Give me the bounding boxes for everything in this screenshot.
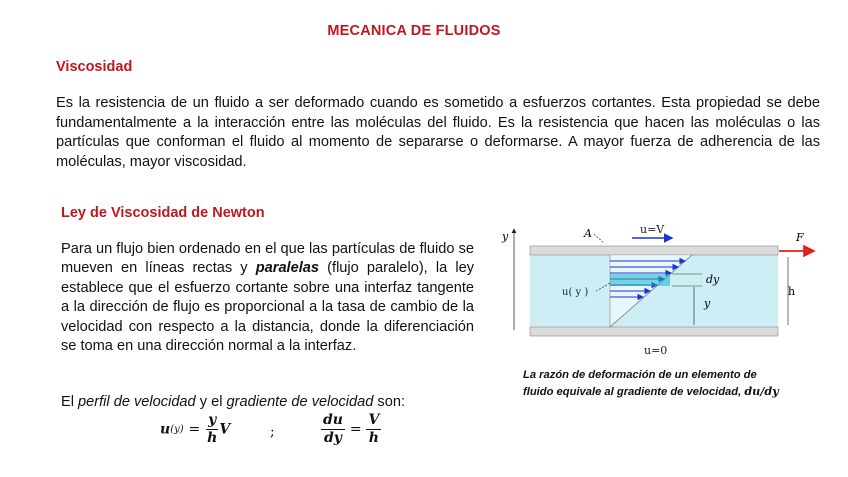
area-label: A xyxy=(584,227,592,240)
figure-caption: La razón de deformación de un elemento de fluido equivale al gradiente de velocidad, du/dy xyxy=(523,369,779,398)
formula-separator: ; xyxy=(270,424,275,440)
bottom-velocity-label: u=0 xyxy=(644,344,668,357)
dy-band xyxy=(610,274,670,286)
top-plate xyxy=(530,246,778,255)
y-axis-label: y xyxy=(502,230,509,243)
newton-paragraph xyxy=(61,240,474,356)
equation-intro: El perfil de velocidad y el gradiente de velocidad son: xyxy=(61,394,405,410)
newton-text-emph: paralelas xyxy=(255,260,320,277)
plate-velocity-label: u=V xyxy=(640,223,665,236)
force-label: F xyxy=(796,231,804,244)
viscosidad-paragraph: Es la resistencia de un fluido a ser deformado cuando es sometido a esfuerzos cortantes. Esta propiedad se debe fundamentalmente a la interacción entre las moléculas del fluido. Es la resistencia que hacen las moléculas o las partículas que conforman el fluido al momento de separarse o deformarse. A mayor fuerza de adherencia de las moléculas, mayor viscosidad. xyxy=(56,95,820,170)
area-pointer xyxy=(594,234,604,243)
y-dimension-label: y xyxy=(704,297,711,310)
profile-label: u( y ) xyxy=(562,287,589,298)
h-label: h xyxy=(788,285,796,298)
velocity-profile-formula: u(y) = $\frac{y}{h}$ V xyxy=(160,412,231,446)
dy-label: dy xyxy=(706,273,720,286)
velocity-gradient-formula: $\frac{du}{dy}$ = $\frac{V}{h}$ xyxy=(323,412,380,446)
couette-flow-diagram xyxy=(492,215,822,360)
page-title: MECANICA DE FLUIDOS xyxy=(327,23,501,39)
section-heading-newton: Ley de Viscosidad de Newton xyxy=(61,205,265,221)
section-heading-viscosidad: Viscosidad xyxy=(56,59,133,75)
bottom-plate xyxy=(530,327,778,336)
newton-text-2: (flujo paralelo), la ley establece que el esfuerzo cortante sobre una interfaz tangente a la dirección de flujo es proporcional a la tasa de cambio de la velocidad con respecto a la distancia, donde la diferenciación se toma en una dirección normal a la interfaz. xyxy=(61,260,474,355)
newton-text-1: Para un flujo bien ordenado en el que las partículas de fluido se mueven en líneas rectas y xyxy=(61,241,474,277)
